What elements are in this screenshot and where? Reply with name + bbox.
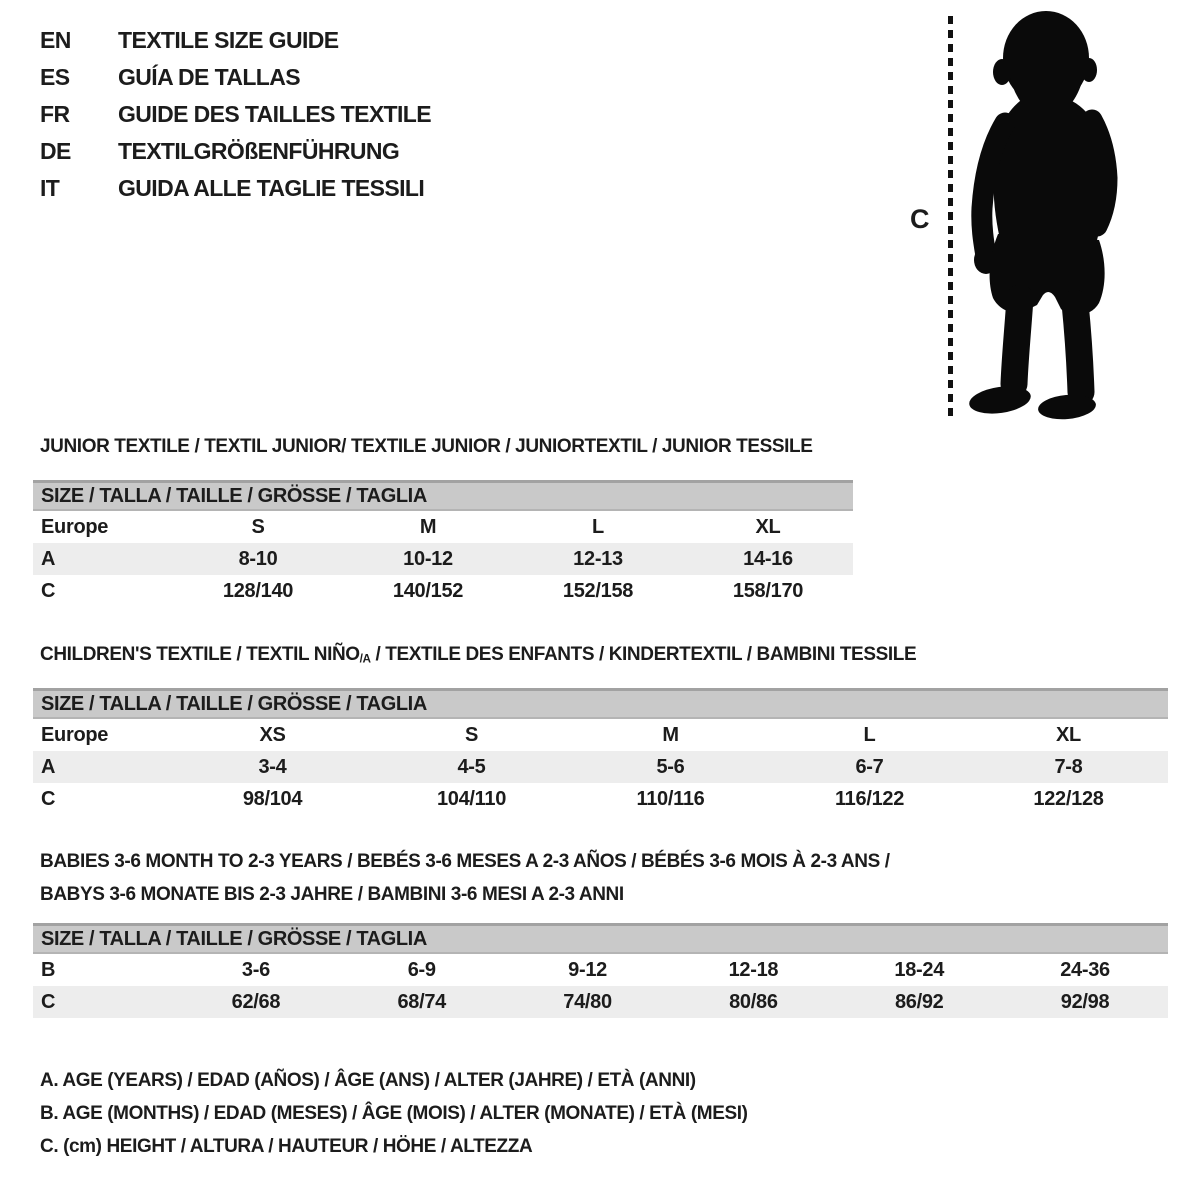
- legend-line-age-months: B. AGE (MONTHS) / EDAD (MESES) / ÂGE (MOIS) / ALTER (MONATE) / ETÀ (MESI): [40, 1103, 748, 1124]
- guide-title: TEXTILE SIZE GUIDE: [118, 27, 339, 53]
- table-cell: 4-5: [457, 756, 486, 778]
- height-measure-dashed-line: [948, 16, 953, 416]
- table-cell: 110/116: [636, 788, 705, 810]
- table-cell: 74/80: [563, 991, 612, 1013]
- size-table-children: [33, 688, 1168, 815]
- table-cell: XS: [259, 724, 286, 746]
- table-cell: L: [592, 516, 604, 538]
- table-cell: 152/158: [562, 580, 634, 602]
- table-cell: 9-12: [568, 959, 607, 981]
- table-row: [33, 954, 1168, 986]
- section-heading-babies-line2: [40, 884, 624, 906]
- table-cell: 5-6: [656, 756, 685, 778]
- table-body: [33, 719, 1168, 815]
- size-bar: SIZE / TALLA / TAILLE / GRÖSSE / TAGLIA: [33, 923, 1168, 954]
- table-cell: 158/170: [732, 580, 804, 602]
- table-cell: 104/110: [436, 788, 507, 810]
- heading-segment: / TEXTILE DES ENFANTS / KINDERTEXTIL / BAMBINI TESSILE: [370, 644, 917, 665]
- table-cell: 128/140: [222, 580, 294, 602]
- height-measure-label: C: [910, 204, 930, 234]
- table-cell: S: [464, 724, 479, 746]
- table-cell: XL: [1056, 724, 1081, 746]
- table-cell: 24-36: [1060, 959, 1110, 981]
- table-row: [33, 783, 1168, 815]
- table-cell: XL: [755, 516, 781, 538]
- table-cell: 92/98: [1060, 991, 1110, 1013]
- size-table-junior: [33, 480, 853, 607]
- heading-segment: CHILDREN'S TEXTILE / TEXTIL NIÑO: [40, 644, 360, 665]
- section-heading-babies-line1: [40, 851, 890, 873]
- legend-line-height: C. (cm) HEIGHT / ALTURA / HAUTEUR / HÖHE / ALTEZZA: [40, 1136, 533, 1157]
- row-label: A: [41, 756, 56, 778]
- table-cell: 10-12: [403, 548, 453, 570]
- language-code: EN: [40, 27, 71, 53]
- size-bar: SIZE / TALLA / TAILLE / GRÖSSE / TAGLIA: [33, 688, 1168, 719]
- table-cell: M: [419, 516, 437, 538]
- table-cell: 12-13: [573, 548, 623, 570]
- heading-segment: JUNIOR TEXTILE / TEXTIL JUNIOR/ TEXTILE JUNIOR / JUNIORTEXTIL / JUNIOR TESSILE: [40, 436, 813, 457]
- table-row: [33, 719, 1168, 751]
- row-label: C: [41, 788, 56, 810]
- row-label: C: [41, 580, 56, 602]
- table-row: [33, 511, 853, 543]
- table-cell: 68/74: [397, 991, 447, 1013]
- guide-title: TEXTILGRÖßENFÜHRUNG: [118, 138, 400, 164]
- table-cell: 7-8: [1054, 756, 1083, 778]
- table-cell: 14-16: [743, 548, 793, 570]
- language-row-en: [40, 22, 431, 59]
- table-row: [33, 986, 1168, 1018]
- heading-segment: BABYS 3-6 MONATE BIS 2-3 JAHRE / BAMBINI 3-6 MESI A 2-3 ANNI: [40, 884, 624, 905]
- row-label: Europe: [41, 516, 109, 538]
- language-row-it: [40, 170, 431, 207]
- table-cell: 3-6: [241, 959, 270, 981]
- table-row: [33, 751, 1168, 783]
- table-cell: 140/152: [392, 580, 464, 602]
- table-body: [33, 511, 853, 607]
- toddler-silhouette-icon: [958, 8, 1140, 420]
- table-row: [33, 543, 853, 575]
- table-row: [33, 575, 853, 607]
- language-row-fr: [40, 96, 431, 133]
- table-cell: 80/86: [729, 991, 778, 1013]
- table-cell: 98/104: [242, 788, 303, 810]
- language-code: IT: [40, 175, 60, 201]
- table-cell: 86/92: [894, 991, 944, 1013]
- size-bar: SIZE / TALLA / TAILLE / GRÖSSE / TAGLIA: [33, 480, 853, 511]
- row-label: B: [41, 959, 56, 981]
- row-label: Europe: [41, 724, 109, 746]
- table-cell: 8-10: [238, 548, 278, 570]
- table-cell: 122/128: [1033, 788, 1104, 810]
- language-code: FR: [40, 101, 70, 127]
- table-cell: 3-4: [258, 756, 287, 778]
- section-heading-children: [40, 644, 916, 666]
- size-table-babies: [33, 923, 1168, 1018]
- table-cell: M: [662, 724, 679, 746]
- table-cell: 116/122: [834, 788, 905, 810]
- row-label: C: [41, 991, 56, 1013]
- table-cell: 6-7: [855, 756, 884, 778]
- guide-title: GUIDE DES TAILLES TEXTILE: [118, 101, 431, 127]
- table-cell: 6-9: [407, 959, 436, 981]
- table-cell: 12-18: [728, 959, 779, 981]
- legend: [40, 1064, 748, 1163]
- table-cell: S: [251, 516, 265, 538]
- section-heading-junior: [40, 436, 813, 458]
- heading-segment: BABIES 3-6 MONTH TO 2-3 YEARS / BEBÉS 3-6 MESES A 2-3 AÑOS / BÉBÉS 3-6 MOIS À 2-3 ANS /: [40, 851, 890, 872]
- heading-segment: /A: [359, 652, 371, 666]
- table-cell: L: [863, 724, 876, 746]
- table-cell: 62/68: [231, 991, 281, 1013]
- language-code: DE: [40, 138, 71, 164]
- row-label: A: [41, 548, 56, 570]
- guide-title: GUÍA DE TALLAS: [118, 64, 300, 90]
- language-row-es: [40, 59, 431, 96]
- legend-line-age-years: A. AGE (YEARS) / EDAD (AÑOS) / ÂGE (ANS) / ALTER (JAHRE) / ETÀ (ANNI): [40, 1070, 696, 1091]
- guide-title: GUIDA ALLE TAGLIE TESSILI: [118, 175, 425, 201]
- table-cell: 18-24: [894, 959, 945, 981]
- language-code: ES: [40, 64, 70, 90]
- language-title-block: [40, 22, 431, 207]
- language-row-de: [40, 133, 431, 170]
- table-body: [33, 954, 1168, 1018]
